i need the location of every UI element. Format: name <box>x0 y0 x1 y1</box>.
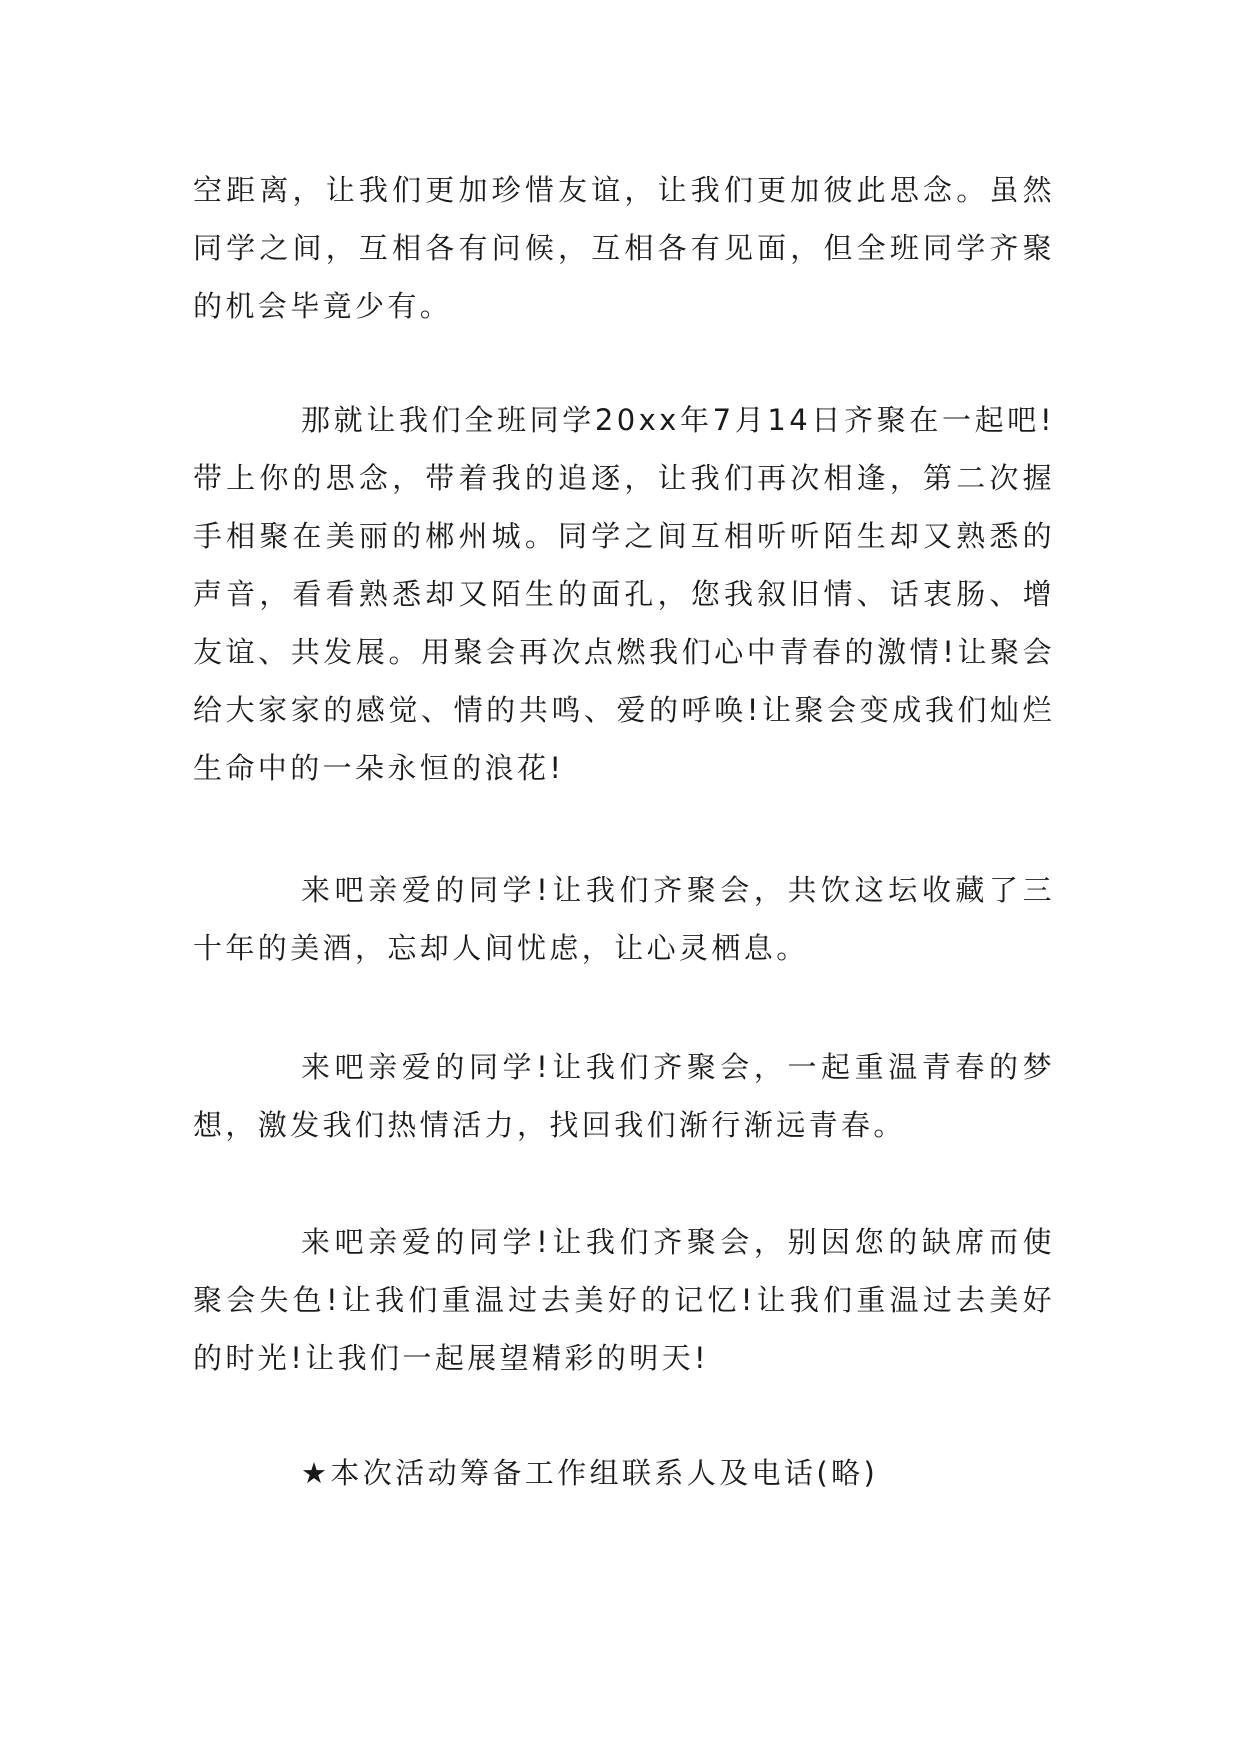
paragraph-come-along-1: 来吧亲爱的同学!让我们齐聚会，共饮这坛收藏了三十年的美酒，忘却人间忧虑，让心灵栖息。 <box>193 873 1055 965</box>
paragraph-continuation: 空距离，让我们更加珍惜友谊，让我们更加彼此思念。虽然同学之间，互相各有问候，互相各有见面，但全班同学齐聚的机会毕竟少有。 <box>193 173 1055 323</box>
contact-line: ★本次活动筹备工作组联系人及电话(略) <box>301 1456 879 1490</box>
paragraph-come-along-3: 来吧亲爱的同学!让我们齐聚会，别因您的缺席而使聚会失色!让我们重温过去美好的记忆!让我们重温过去美好的时光!让我们一起展望精彩的明天! <box>193 1225 1055 1375</box>
paragraph-invitation: 那就让我们全班同学20xx年7月14日齐聚在一起吧!带上你的思念，带着我的追逐，让我们再次相逢，第二次握手相聚在美丽的郴州城。同学之间互相听听陌生却又熟悉的声音，看看熟悉却又陌生的面孔，您我叙旧情、话衷肠、增友谊、共发展。用聚会再次点燃我们心中青春的激情!让聚会给大家家的感觉、情的共鸣、爱的呼唤!让聚会变成我们灿烂生命中的一朵永恒的浪花! <box>193 403 1055 785</box>
paragraph-come-along-2: 来吧亲爱的同学!让我们齐聚会，一起重温青春的梦想，激发我们热情活力，找回我们渐行渐远青春。 <box>193 1050 1055 1142</box>
